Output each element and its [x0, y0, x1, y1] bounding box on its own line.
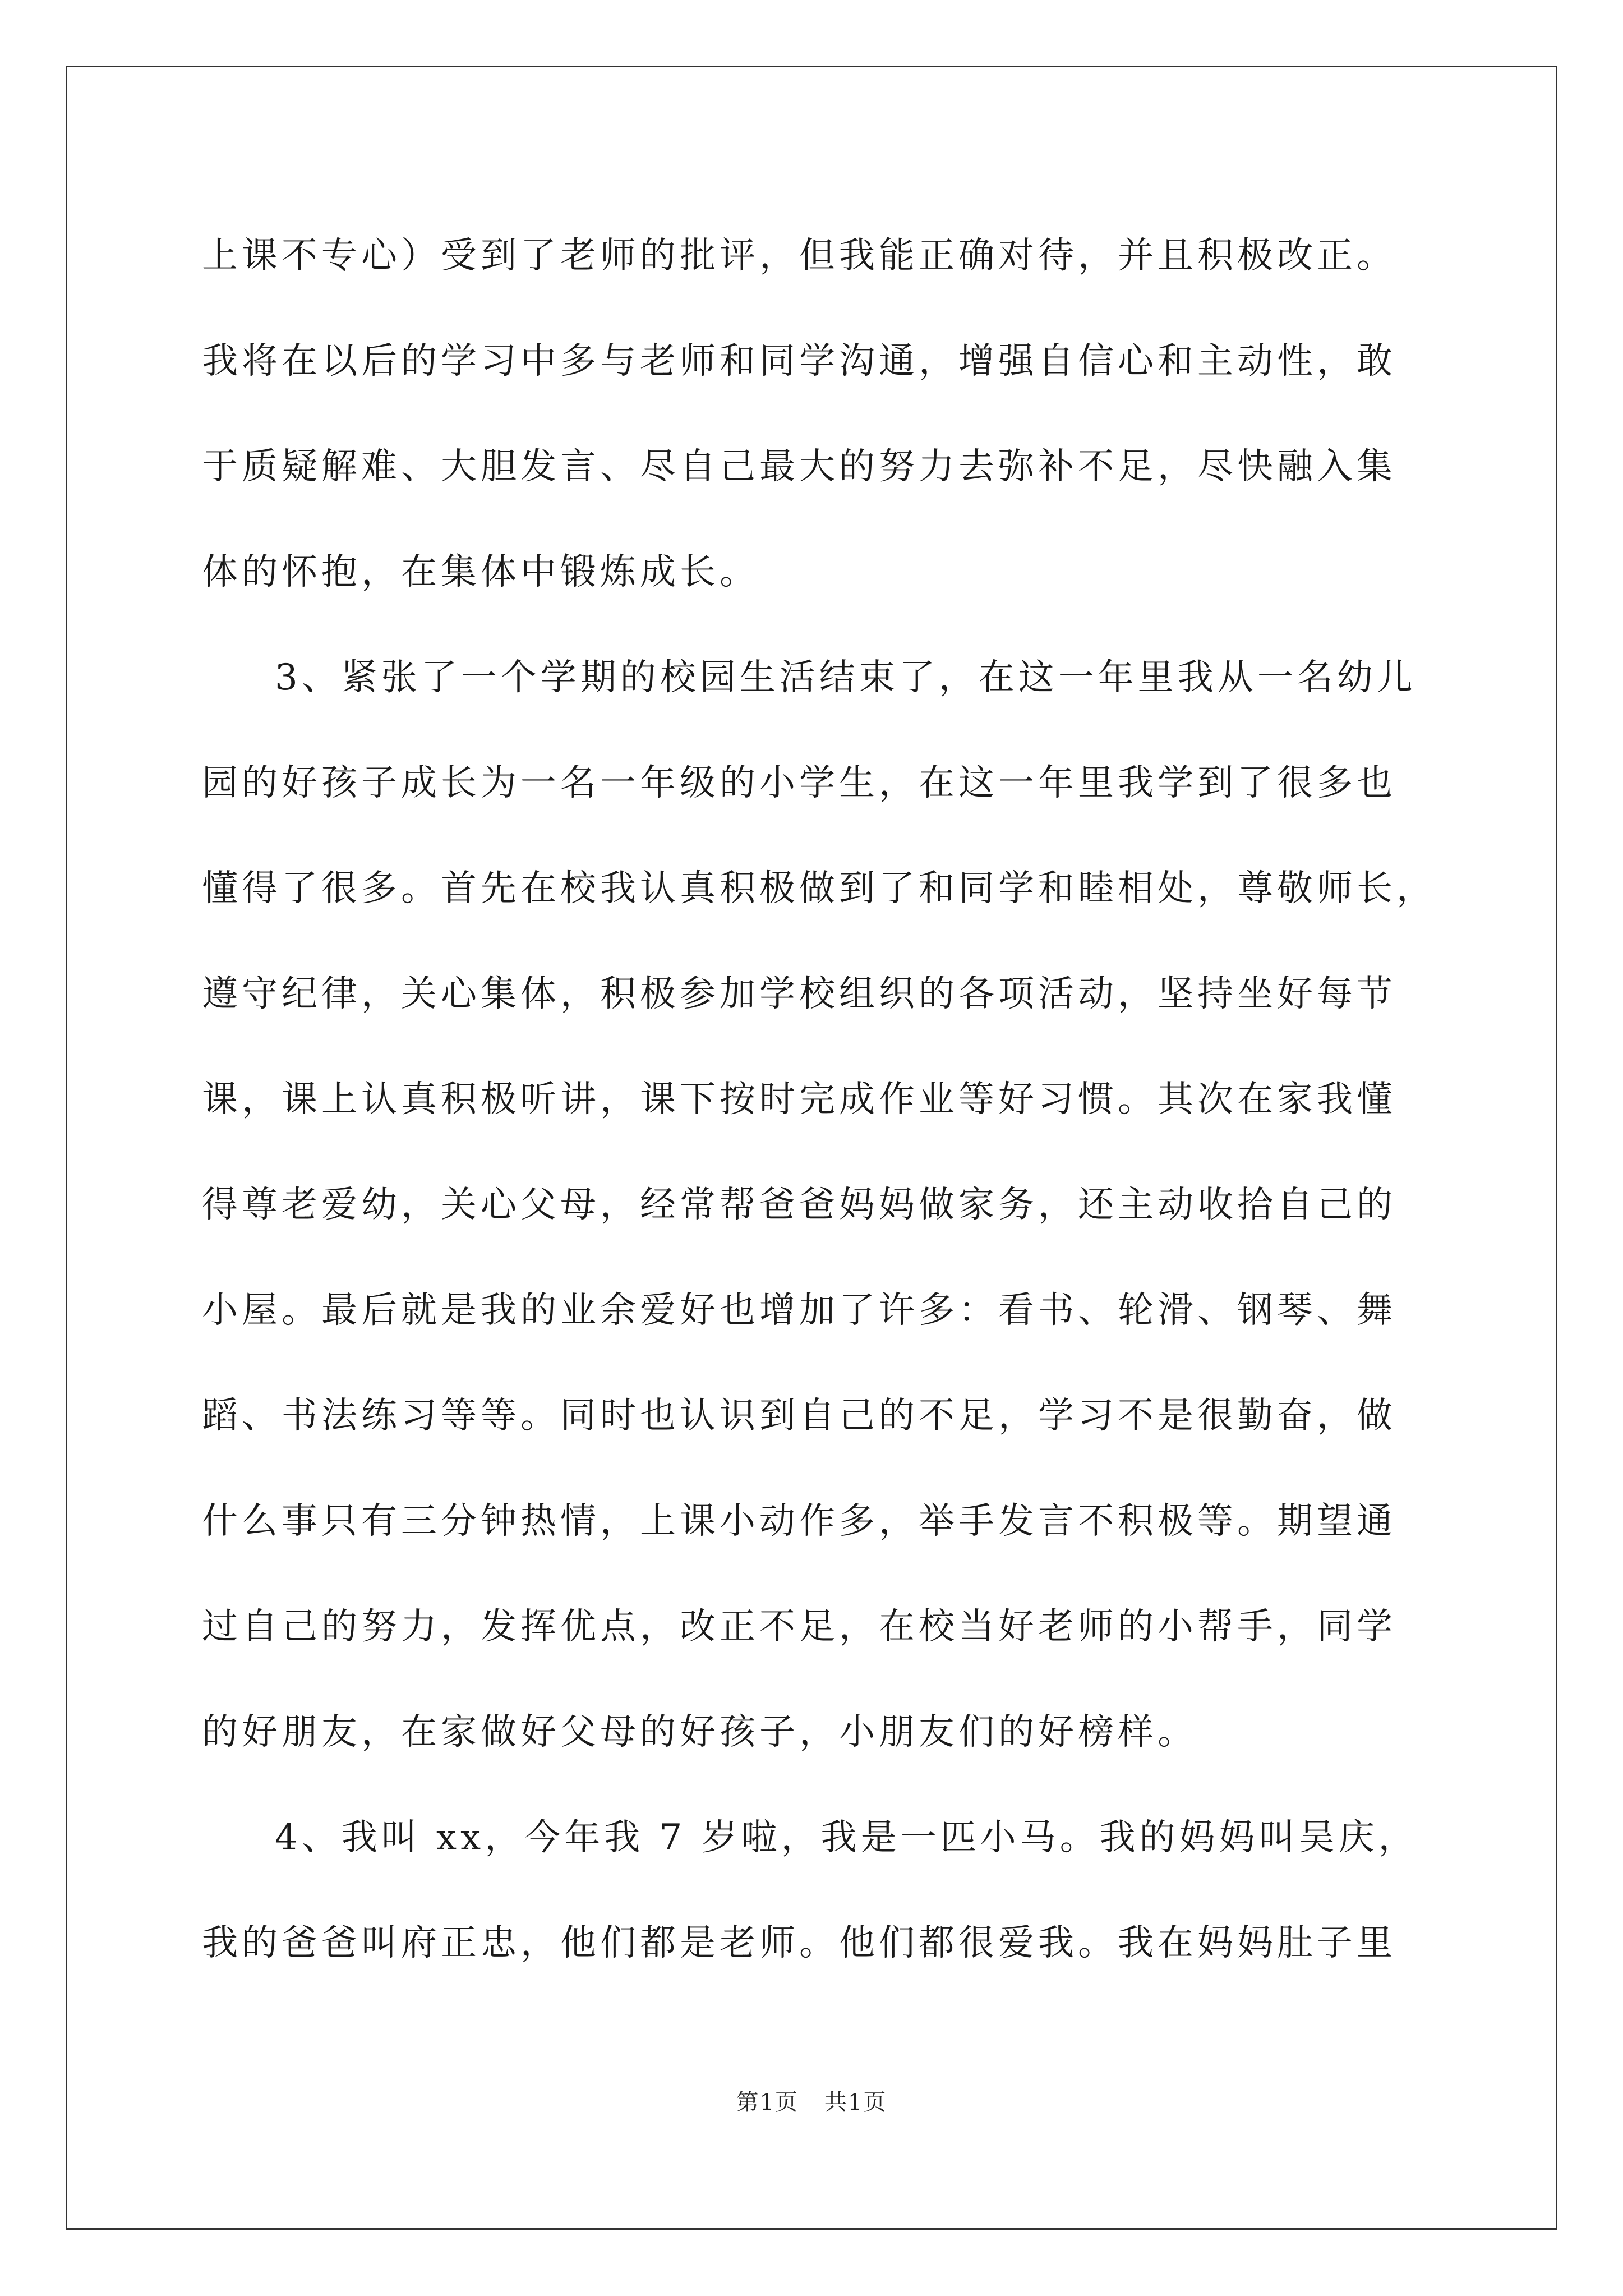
paragraph-3-first-line: 3、紧张了一个学期的校园生活结束了，在这一年里我从一名幼儿: [275, 657, 1417, 698]
body-text-line: 懂得了很多。首先在校我认真积极做到了和同学和睦相处，尊敬师长，: [202, 868, 1436, 909]
body-text-line: 我的爸爸叫府正忠，他们都是老师。他们都很爱我。我在妈妈肚子里: [202, 1922, 1396, 1964]
body-text-line: 上课不专心）受到了老师的批评，但我能正确对待，并且积极改正。: [202, 235, 1396, 277]
body-text-line: 的好朋友，在家做好父母的好孩子，小朋友们的好榜样。: [202, 1711, 1197, 1753]
body-text-line: 遵守纪律，关心集体，积极参加学校组织的各项活动，坚持坐好每节: [202, 973, 1396, 1015]
body-text-line: 园的好孩子成长为一名一年级的小学生，在这一年里我学到了很多也: [202, 762, 1396, 804]
body-text-line: 我将在以后的学习中多与老师和同学沟通，增强自信心和主动性，敢: [202, 341, 1396, 382]
body-text-line: 小屋。最后就是我的业余爱好也增加了许多：看书、轮滑、钢琴、舞: [202, 1290, 1396, 1331]
body-text-line: 蹈、书法练习等等。同时也认识到自己的不足，学习不是很勤奋，做: [202, 1395, 1396, 1437]
body-text-line: 过自己的努力，发挥优点，改正不足，在校当好老师的小帮手，同学: [202, 1606, 1396, 1648]
body-text-line: 课，课上认真积极听讲，课下按时完成作业等好习惯。其次在家我懂: [202, 1079, 1396, 1120]
body-text-line: 于质疑解难、大胆发言、尽自己最大的努力去弥补不足，尽快融入集: [202, 446, 1396, 487]
page-number: 第1页: [736, 2090, 799, 2115]
page-border: [66, 66, 1557, 2230]
total-pages: 共1页: [824, 2090, 887, 2115]
body-text-line: 得尊老爱幼，关心父母，经常帮爸爸妈妈做家务，还主动收拾自己的: [202, 1184, 1396, 1226]
body-text-line: 什么事只有三分钟热情，上课小动作多，举手发言不积极等。期望通: [202, 1501, 1396, 1542]
body-text-line: 体的怀抱，在集体中锻炼成长。: [202, 551, 759, 593]
paragraph-4-first-line: 4、我叫 xx，今年我 7 岁啦，我是一匹小马。我的妈妈叫吴庆，: [275, 1817, 1418, 1858]
page-footer: [0, 2086, 1623, 2119]
